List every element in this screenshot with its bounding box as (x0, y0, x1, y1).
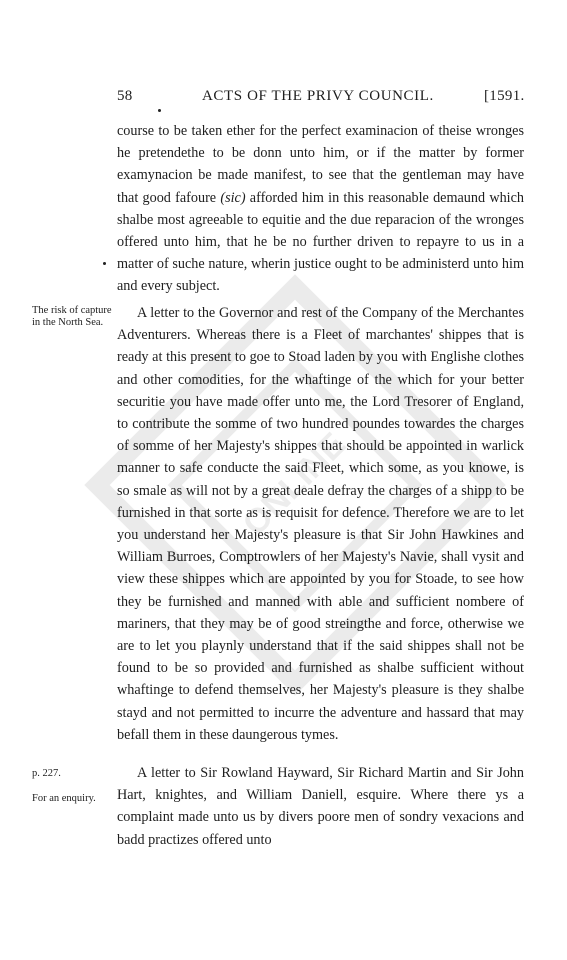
sic-marker: (sic) (220, 189, 246, 206)
running-header (0, 88, 567, 110)
margin-note-page-ref: p. 227. (32, 768, 61, 779)
running-year: [1591. (484, 88, 525, 104)
paragraph-hayward-letter (117, 762, 524, 872)
paragraph-merchant-adventurers (117, 302, 524, 752)
ink-speck (103, 262, 106, 265)
running-title: ACTS OF THE PRIVY COUNCIL. (202, 88, 434, 104)
paragraph-text: A letter to Sir Rowland Hayward, Sir Richard Martin and Sir John Hart, knightes, and William Daniell, esquire. Where there ys a complaint made unto us by divers poore men of sondry vexacions and badd practizes offered unto (117, 765, 524, 848)
paragraph-continuation (117, 120, 524, 302)
ink-speck (158, 109, 161, 112)
svg-text:ONLINE: ONLINE (235, 425, 354, 544)
paragraph-text: course to be taken ether for the perfect examinacion of theise wronges he pretendethe to be donn unto him, or if the matter by former examynacion be made manifest, to see that the gentleman may have that good fafoure (sic) afforded him in this reasonable demaund which shalbe most agreeable to equitie and the due reparacion of the wronges offered unto him, that he be no further driven to repayre to us in a matter of suche nature, wherin justice ought to be administerd unto him and every subject. (117, 123, 525, 295)
paragraph-text: A letter to the Governor and rest of the Company of the Merchantes Adventurers. Whereas there is a Fleet of marchantes' shippes that is ready at this present to goe to Stoad laden by you with Englishe clothes and other comodities, for the whaftinge of the which for your better securitie you have made offer unto me, the Lord Tresorer of England, to contribute the somme of two hundred poundes towardes the charges of somme of her Majesty's shippes that should be appointed in warlick manner to safe conducte the said Fleet, which some, as you knowe, is so smale as will not by a great deale defray the charges of a shipp to be furnished in that sorte as is requisit for defence. Therefore we are to let you understand her Majesty's pleasure is that Sir John Hawkines and William Burroes, Comptrowlers of her Majesty's Navie, shall vysit and view these shippes which are appointed by you for Stoade, to see how they be furnished and manned with able and sufficient nombere of mariners, that they may be of good streingthe and force, otherwise we are to let you playnly understand that if the said shippes shall not be found to be so provided and furnished as shalbe sufficient without whaftinge to defend themselves, her Majesty's pleasure is they shalbe stayd and not permitted to incurre the adventure and hassard that may befall them in these daungerous tymes. (117, 305, 524, 743)
margin-note-enquiry: For an enquiry. (32, 793, 96, 804)
margin-note-risk: The risk of capture in the North Sea. (32, 305, 112, 328)
page-number: 58 (117, 88, 133, 104)
